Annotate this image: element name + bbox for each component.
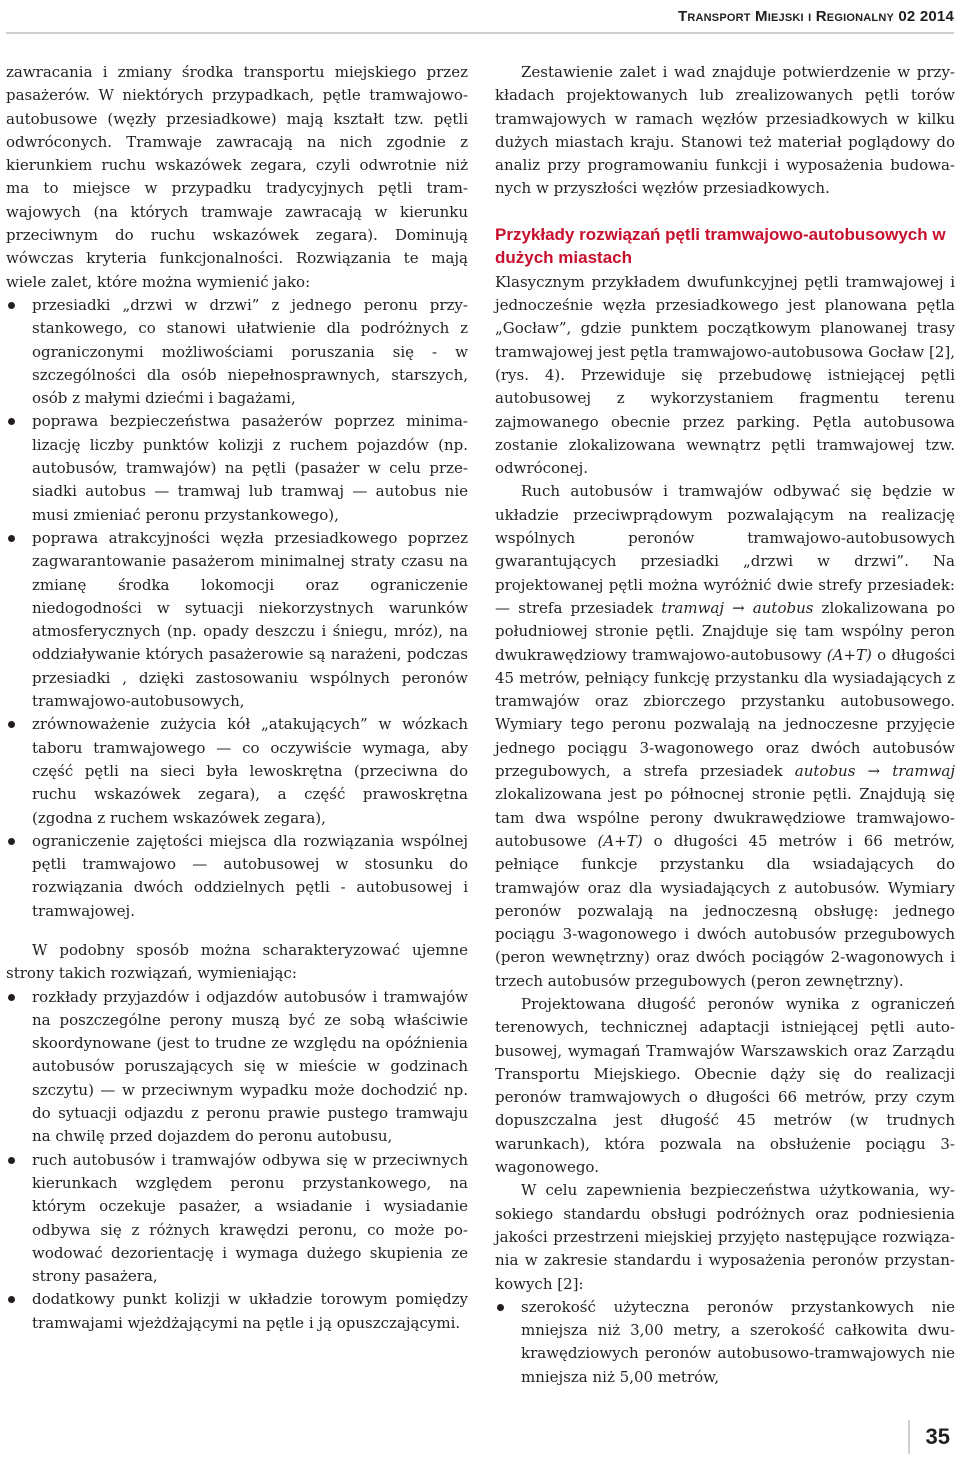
goclaw-paragraph: Klasycznym przykładem dwufunkcyjnej pętli tramwajowej i jednocześnie węzła przesiadkowego jest planowana pętla „Gocław”, gdzie punktem początkowym planowanej trasy tramwajowej jest pętla tramwajowo-autobusowa Gocław [2], (rys. 4). Przewiduje się przebudowę istniejącej pętli autobusowej z wykorzystaniem fragmentu terenu zajmowanego obecnie przez parking. Pętla autobusowa zostanie zlokalizowana wewnątrz pętli tramwajowej tzw. odwróconej. — [495, 272, 955, 478]
list-item: ograniczenie zajętości miejsca dla rozwiązania wspólnej pętli tramwajowo — autobusowej w stosunku do rozwiązania dwóch oddzielnych pętli - autobusowej i tramwajowej. — [6, 830, 468, 923]
disadvantages-intro-paragraph: W podobny sposób można scharakteryzować ujemne strony takich rozwiązań, wymieniając: — [6, 940, 468, 983]
left-intro-paragraph: zawracania i zmiany środka transportu miejskiego przez pasażerów. W niektórych przypadkach, pętle tramwajowo-autobusowe (węzły przesiadkowe) mają kształt tzw. pętli odwróconych. Tramwaje zawracają na nich zgodnie z kierunkiem ruchu wskazówek zegara, czyli odwrotnie niż ma to miejsce w przypadku tradycyjnych pętli tramwajowych (na których tramwaje zawracają w kierunku przeciwnym do ruchu wskazówek zegara). Dominują wówczas kryteria funkcjonalności. Rozwiązania te mają wiele zalet, które można wymienić jako: — [6, 63, 468, 291]
requirements-list — [495, 1296, 955, 1389]
bullet-icon — [8, 1296, 15, 1303]
bullet-icon — [8, 994, 15, 1001]
bullet-icon — [8, 302, 15, 309]
list-item: poprawa bezpieczeństwa pasażerów poprzez minimalizację liczby punktów kolizji z ruchem pojazdów (np. autobusów, tramwajów) na pętli (pasażer w celu przesiadki autobus — tramwaj lub tramwaj — autobus nie musi zmieniać peronu przystankowego), — [6, 410, 468, 526]
advantages-list — [6, 294, 468, 923]
running-header — [0, 0, 960, 40]
right-column — [495, 61, 955, 1389]
list-item: ruch autobusów i tramwajów odbywa się w przeciwnych kierunkach względem peronu przystankowego, na którym oczekuje pasażer, a wsiadanie i wysiadanie odbywa się z różnych krawędzi peronu, co może powodować dezorientację i wymaga dużego skupienia ze strony pasażera, — [6, 1149, 468, 1289]
bullet-icon — [8, 1157, 15, 1164]
list-item: poprawa atrakcyjności węzła przesiadkowego poprzez zagwarantowanie pasażerom minimalnej straty czasu na zmianę środka lokomocji oraz ograniczenie niedogodności w sytuacji niekorzystnych warunków atmosferycznych (np. opady deszczu i śniegu, mróz), na oddziaływanie których pasażerowie są narażeni, podczas przesiadki , dzięki zastosowaniu wspólnych peronów tramwajowo-autobusowych, — [6, 527, 468, 713]
platform-length-paragraph: Projektowana długość peronów wynika z ograniczeń terenowych, technicznej adaptacji istniejącej pętli autobusowej, wymagań Tramwajów Warszawskich oraz Zarządu Transportu Miejskiego. Obecnie dąży się do realizacji peronów tramwajowych o długości 66 metrów, przy czym dopuszczalna jest długość 45 metrów (w trudnych warunkach), która pozwala na obsłużenie pociągu 3-wagonowego. — [495, 994, 955, 1177]
list-item: szerokość użyteczna peronów przystankowych nie mniejsza niż 3,00 metry, a szerokość całkowita dwukrawędziowych peronów autobusowo-tramwajowych nie mniejsza niż 5,00 metrów, — [495, 1296, 955, 1389]
page-number: 35 — [908, 1420, 950, 1454]
list-item: rozkłady przyjazdów i odjazdów autobusów i tramwajów na poszczególne perony muszą być ze sobą właściwie skoordynowane (jest to trudne ze względu na opóźnienia autobusów poruszających się w mieście w godzinach szczytu) — w przeciwnym wypadku może dochodzić np. do sytuacji odjazdu z peronu prawie pustego tramwaju na chwilę przed dojazdem do peronu autobusu, — [6, 986, 468, 1149]
left-column — [6, 61, 468, 1335]
right-intro-paragraph: Zestawienie zalet i wad znajduje potwierdzenie w przykładach projektowanych lub zrealizowanych pętli torów tramwajowych w ramach węzłów przesiadkowych w kilku dużych miastach kraju. Stanowi też materiał poglądowy do analiz przy programowaniu funkcji i wyposażenia budowanych w przyszłości węzłów przesiadkowych. — [495, 63, 955, 198]
section-heading: Przykłady rozwiązań pętli tramwajowo-autobusowych w dużych miastach — [495, 224, 946, 267]
platform-zones-paragraph: Ruch autobusów i tramwajów odbywać się będzie w układzie przeciwprądowym pozwalającym na realizację wspólnych peronów tramwajowo-autobusowych gwarantujących przesiadki „drzwi w drzwi”. Na projektowanej pętli można wyróżnić dwie strefy przesiadek: — strefa przesiadek tramwaj → autobus zlokalizowana po południowej stronie pętli. Znajduje się tam wspólny peron dwukrawędziowy tramwajowo-autobusowy (A+T) o długości 45 metrów, pełniący funkcję przystanku dla wysiadających z tramwajów oraz zbiorczego przystanku autobusowego. Wymiary tego peronu pozwalają na jednoczesne przyjęcie jednego pociągu 3-wagonowego oraz dwóch autobusów przegubowych, a strefa przesiadek autobus → tramwaj zlokalizowana jest po północnej stronie pętli. Znajdują się tam dwa wspólne perony dwukrawędziowe tramwajowo-autobusowe (A+T) o długości 45 metrów i 66 metrów, pełniące funkcje przystanku dla wsiadających do tramwajów oraz dla wysiadających z autobusów. Wymiary peronów pozwalają na jednoczesną obsługę: jednego pociągu 3-wagonowego i dwóch autobusów przegubowych (peron wewnętrzny) oraz dwóch pociągów 2-wagonowych i trzech autobusów przegubowych (peron zewnętrzny). — [495, 482, 955, 990]
bullet-icon — [8, 418, 15, 425]
disadvantages-list — [6, 986, 468, 1335]
header-divider — [6, 32, 954, 34]
bullet-icon — [8, 838, 15, 845]
bullet-icon — [8, 535, 15, 542]
journal-title: Transport Miejski i Regionalny 02 2014 — [677, 8, 954, 25]
list-item: przesiadki „drzwi w drzwi” z jednego peronu przystankowego, co stanowi ułatwienie dla podróżnych z ograniczonymi możliwościami poruszania się - w szczególności dla osób niepełnosprawnych, starszych, osób z małymi dziećmi i bagażami, — [6, 294, 468, 410]
safety-standards-paragraph: W celu zapewnienia bezpieczeństwa użytkowania, wysokiego standardu obsługi podróżnych oraz podniesienia jakości przestrzeni miejskiej przyjęto następujące rozwiązania w zakresie standardu i wyposażenia peronów przystankowych [2]: — [495, 1181, 955, 1293]
bullet-icon — [497, 1304, 504, 1311]
list-item: zrównoważenie zużycia kół „atakujących” w wózkach taboru tramwajowego — co oczywiście wymaga, aby część pętli na sieci była lewoskrętna (przeciwna do ruchu wskazówek zegara), a część prawoskrętna (zgodna z ruchem wskazówek zegara), — [6, 713, 468, 829]
bullet-icon — [8, 721, 15, 728]
list-item: dodatkowy punkt kolizji w układzie torowym pomiędzy tramwajami wjeżdżającymi na pętle i ją opuszczającymi. — [6, 1288, 468, 1335]
